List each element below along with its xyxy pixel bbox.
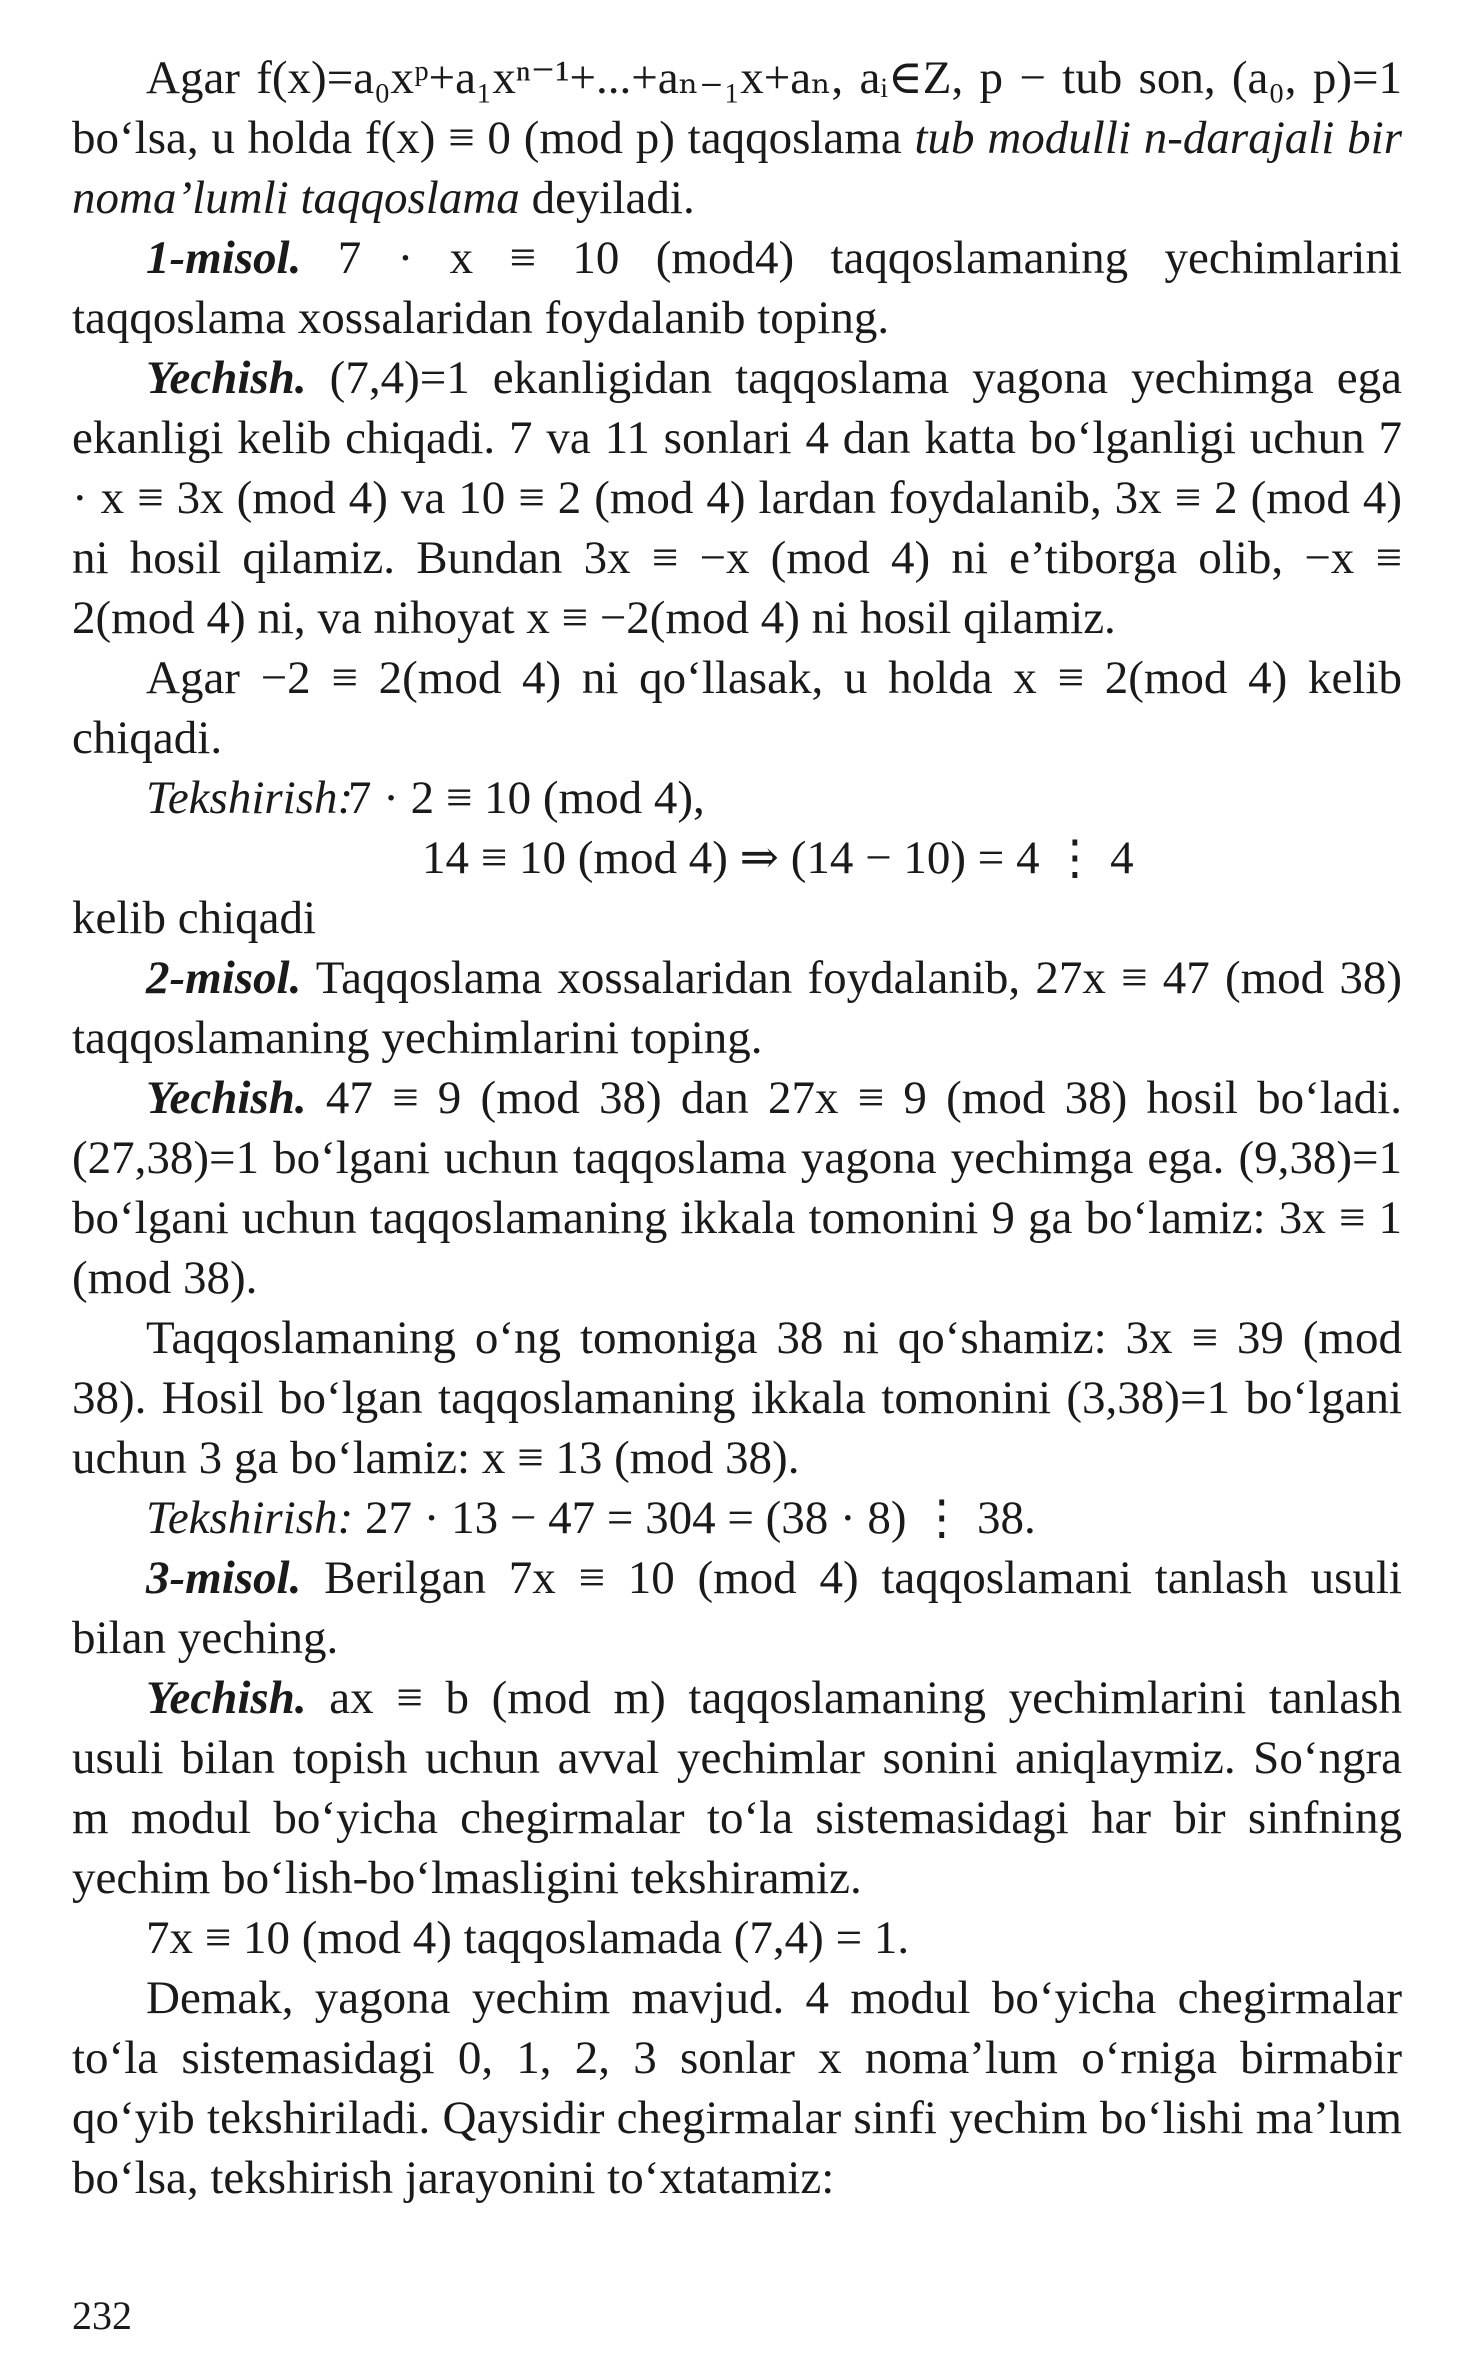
example-1-check-row-2	[72, 828, 1402, 888]
example-3-solution-label: Yechish.	[146, 1672, 307, 1724]
definition-line-1: Agar f(x)=a₀xᵖ+a₁xⁿ⁻¹+...+aₙ₋₁x+aₙ, aᵢ∈Z, p − tub son,	[146, 52, 1216, 104]
example-3-statement	[72, 1548, 1402, 1668]
example-3-equation: 7x ≡ 10 (mod 4) taqqoslamada (7,4) = 1.	[146, 1912, 910, 1964]
example-2-statement	[72, 948, 1402, 1068]
example-1-label: 1-misol.	[146, 232, 302, 284]
example-2-label: 2-misol.	[146, 952, 302, 1004]
definition-term: tub modulli n-darajali bir noma’lumli taqqoslama	[72, 112, 1403, 224]
example-3-final: Demak, yagona yechim mavjud. 4 modul bo‘yicha chegirmalar to‘la sistemasidagi 0, 1, 2, 3 sonlar x noma’lum o‘rniga birmabir qo‘yib tekshiriladi. Qaysidir chegirmalar sinfi yechim bo‘lishi ma’lum bo‘lsa, tekshirish jarayonini to‘xtatamiz:	[72, 1972, 1402, 2204]
page-number: 232	[72, 2293, 132, 2338]
example-3-solution-text: ax ≡ b (mod m) taqqoslamaning yechimlarini tanlash usuli bilan topish uchun avval yechimlar sonini aniqlaymiz. So‘ngra m modul bo‘yicha chegirmalar to‘la sistemasidagi har bir sinfning yechim bo‘lish-bo‘lmasligini tekshiramiz.	[72, 1672, 1402, 1904]
example-1-conclusion: kelib chiqadi	[72, 892, 317, 944]
example-1-check-line-1: 7 · 2 ≡ 10 (mod 4),	[348, 772, 705, 824]
example-1-text: 7 · x ≡ 10 (mod4) taqqoslamaning yechimlarini taqqoslama xossalaridan foydalanib toping.	[72, 232, 1402, 344]
definition-line-2-end: deyiladi.	[519, 172, 695, 224]
example-1-solution	[72, 348, 1402, 648]
example-2-check	[72, 1488, 1402, 1548]
example-2-check-text: 27 · 13 − 47 = 304 = (38 · 8) ⋮ 38.	[353, 1492, 1036, 1544]
definition-paragraph	[72, 48, 1402, 228]
example-2-solution-label: Yechish.	[146, 1072, 307, 1124]
example-1-check-label: Tekshirish:	[146, 772, 354, 824]
example-2-text: Taqqoslama xossalaridan foydalanib, 27x ≡ 47 (mod 38) taqqoslamaning yechimlarini toping.	[72, 952, 1402, 1064]
example-1-after: Agar −2 ≡ 2(mod 4) ni qo‘llasak, u holda x ≡ 2(mod 4) kelib chiqadi.	[72, 652, 1402, 764]
example-1-solution-text: (7,4)=1 ekanligidan taqqoslama yagona yechimga ega ekanligi kelib chiqadi. 7 va 11 sonlari 4 dan katta bo‘lganligi uchun 7 · x ≡ 3x (mod 4) va 10 ≡ 2 (mod 4) lardan foydalanib, 3x ≡ 2 (mod 4) ni hosil qilamiz. Bundan 3x ≡ −x (mod 4) ni e’tiborga olib, −x ≡ 2(mod 4) ni, va nihoyat x ≡ −2(mod 4) ni hosil qilamiz.	[72, 352, 1402, 644]
example-3-solution	[72, 1668, 1402, 1908]
example-2-paragraph-2: Taqqoslamaning o‘ng tomoniga 38 ni qo‘shamiz: 3x ≡ 39 (mod 38). Hosil bo‘lgan taqqoslamaning ikkala tomonini (3,38)=1 bo‘lgani uchun 3 ga bo‘lamiz: x ≡ 13 (mod 38).	[72, 1312, 1402, 1484]
example-1-check-line-2: 14 ≡ 10 (mod 4) ⇒ (14 − 10) = 4 ⋮ 4	[422, 832, 1134, 884]
example-2-check-label: Tekshirish:	[146, 1492, 354, 1544]
example-3-text: Berilgan 7x ≡ 10 (mod 4) taqqoslamani tanlash usuli bilan yeching.	[72, 1552, 1402, 1664]
example-1-solution-label: Yechish.	[146, 352, 307, 404]
definition-line-2-start: (a₀, p)=1 bo‘lsa, u holda f(x) ≡ 0 (mod p) taqqoslama	[72, 52, 1403, 164]
example-1-statement	[72, 228, 1402, 348]
example-2-solution	[72, 1068, 1402, 1308]
page-body	[72, 48, 1402, 2208]
example-1-check-row-1	[72, 768, 1402, 828]
example-3-label: 3-misol.	[146, 1552, 302, 1604]
example-2-solution-text: 47 ≡ 9 (mod 38) dan 27x ≡ 9 (mod 38) hosil bo‘ladi. (27,38)=1 bo‘lgani uchun taqqoslama yagona yechimga ega. (9,38)=1 bo‘lgani uchun taqqoslamaning ikkala tomonini 9 ga bo‘lamiz: 3x ≡ 1 (mod 38).	[72, 1072, 1402, 1304]
